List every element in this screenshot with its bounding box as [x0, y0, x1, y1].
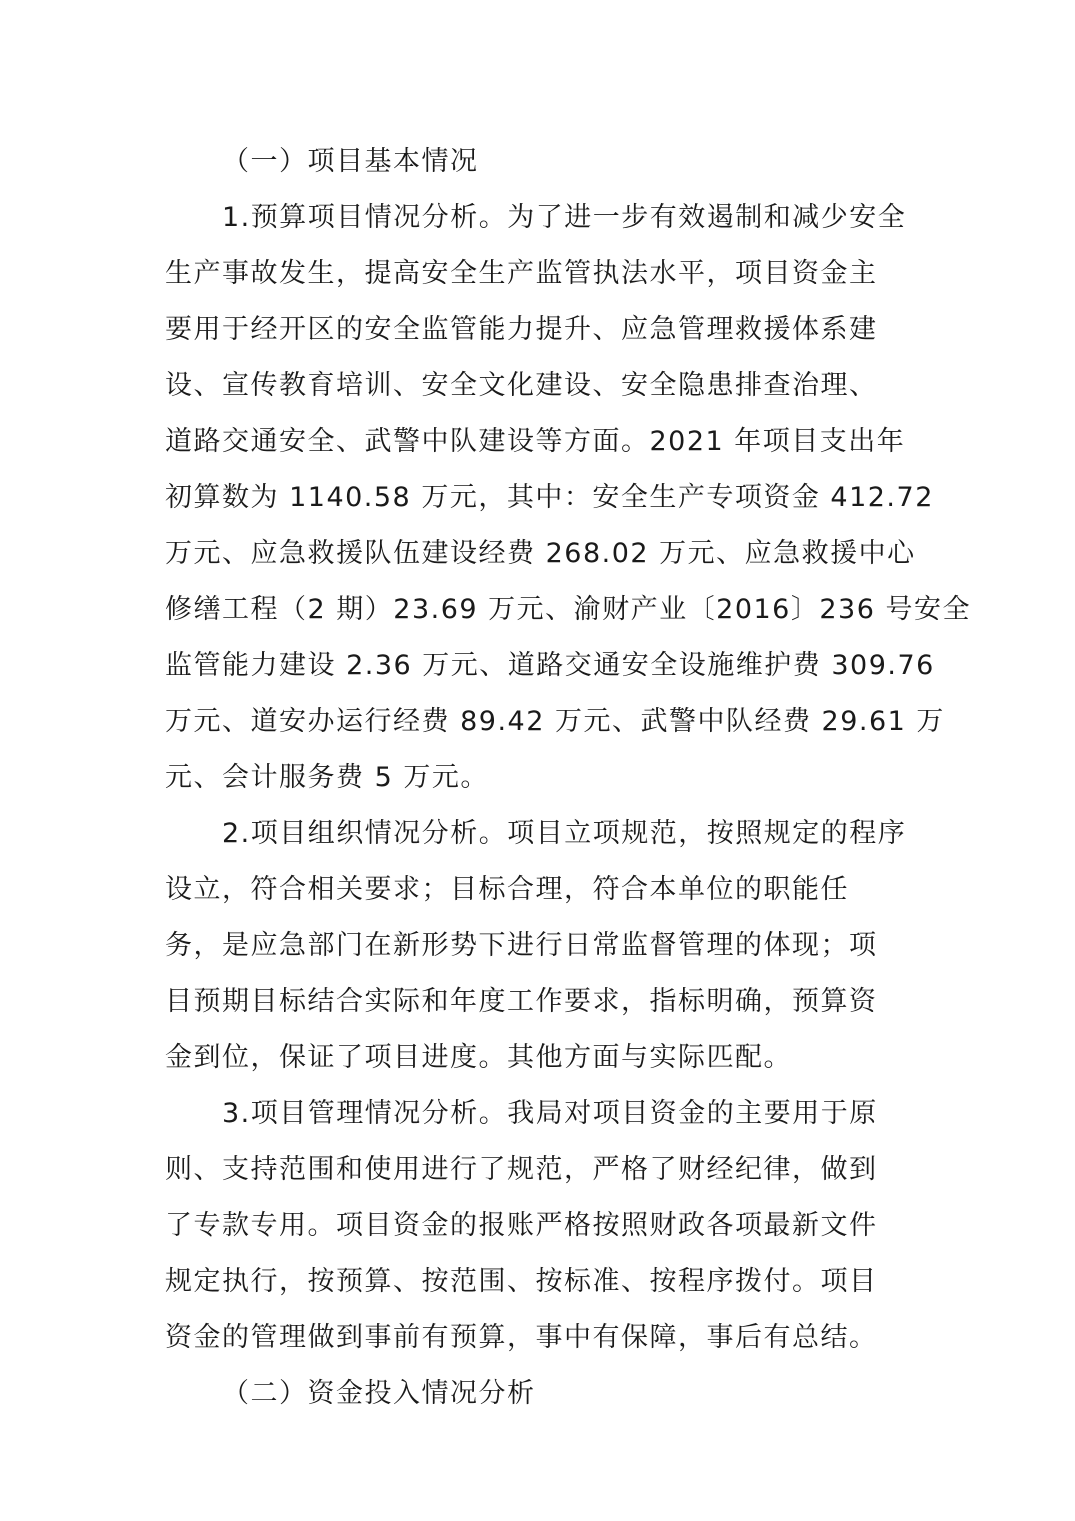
text-line: 则、支持范围和使用进行了规范，严格了财经纪律，做到: [165, 1154, 878, 1185]
text-line: 道路交通安全、武警中队建设等方面。2021 年项目支出年: [165, 426, 906, 457]
text-line: 2.项目组织情况分析。项目立项规范，按照规定的程序: [222, 818, 907, 849]
text-line: 万元、道安办运行经费 89.42 万元、武警中队经费 29.61 万: [165, 706, 945, 737]
text-line: 务，是应急部门在新形势下进行日常监督管理的体现；项: [165, 930, 878, 961]
text-line: 目预期目标结合实际和年度工作要求，指标明确，预算资: [165, 986, 878, 1017]
text-line: 1.预算项目情况分析。为了进一步有效遏制和减少安全: [222, 202, 907, 233]
text-line: 生产事故发生，提高安全生产监管执法水平，项目资金主: [165, 258, 878, 289]
text-line: 监管能力建设 2.36 万元、道路交通安全设施维护费 309.76: [165, 650, 935, 681]
section-heading-funding-input: （二）资金投入情况分析: [222, 1378, 536, 1409]
text-line: 规定执行，按预算、按范围、按标准、按程序拨付。项目: [165, 1266, 878, 1297]
text-line: 设、宣传教育培训、安全文化建设、安全隐患排查治理、: [165, 370, 878, 401]
text-line: 要用于经开区的安全监管能力提升、应急管理救援体系建: [165, 314, 878, 345]
text-line: 设立，符合相关要求；目标合理，符合本单位的职能任: [165, 874, 849, 905]
text-line: 元、会计服务费 5 万元。: [165, 762, 489, 793]
text-line: 3.项目管理情况分析。我局对项目资金的主要用于原: [222, 1098, 878, 1129]
text-line: 资金的管理做到事前有预算，事中有保障，事后有总结。: [165, 1322, 878, 1353]
section-heading-basic-info: （一）项目基本情况: [222, 146, 479, 177]
text-line: 了专款专用。项目资金的报账严格按照财政各项最新文件: [165, 1210, 878, 1241]
text-line: 金到位，保证了项目进度。其他方面与实际匹配。: [165, 1042, 792, 1073]
text-line: 万元、应急救援队伍建设经费 268.02 万元、应急救援中心: [165, 538, 916, 569]
text-line: 修缮工程（2 期）23.69 万元、渝财产业〔2016〕236 号安全: [165, 594, 971, 625]
text-line: 初算数为 1140.58 万元，其中：安全生产专项资金 412.72: [165, 482, 934, 513]
